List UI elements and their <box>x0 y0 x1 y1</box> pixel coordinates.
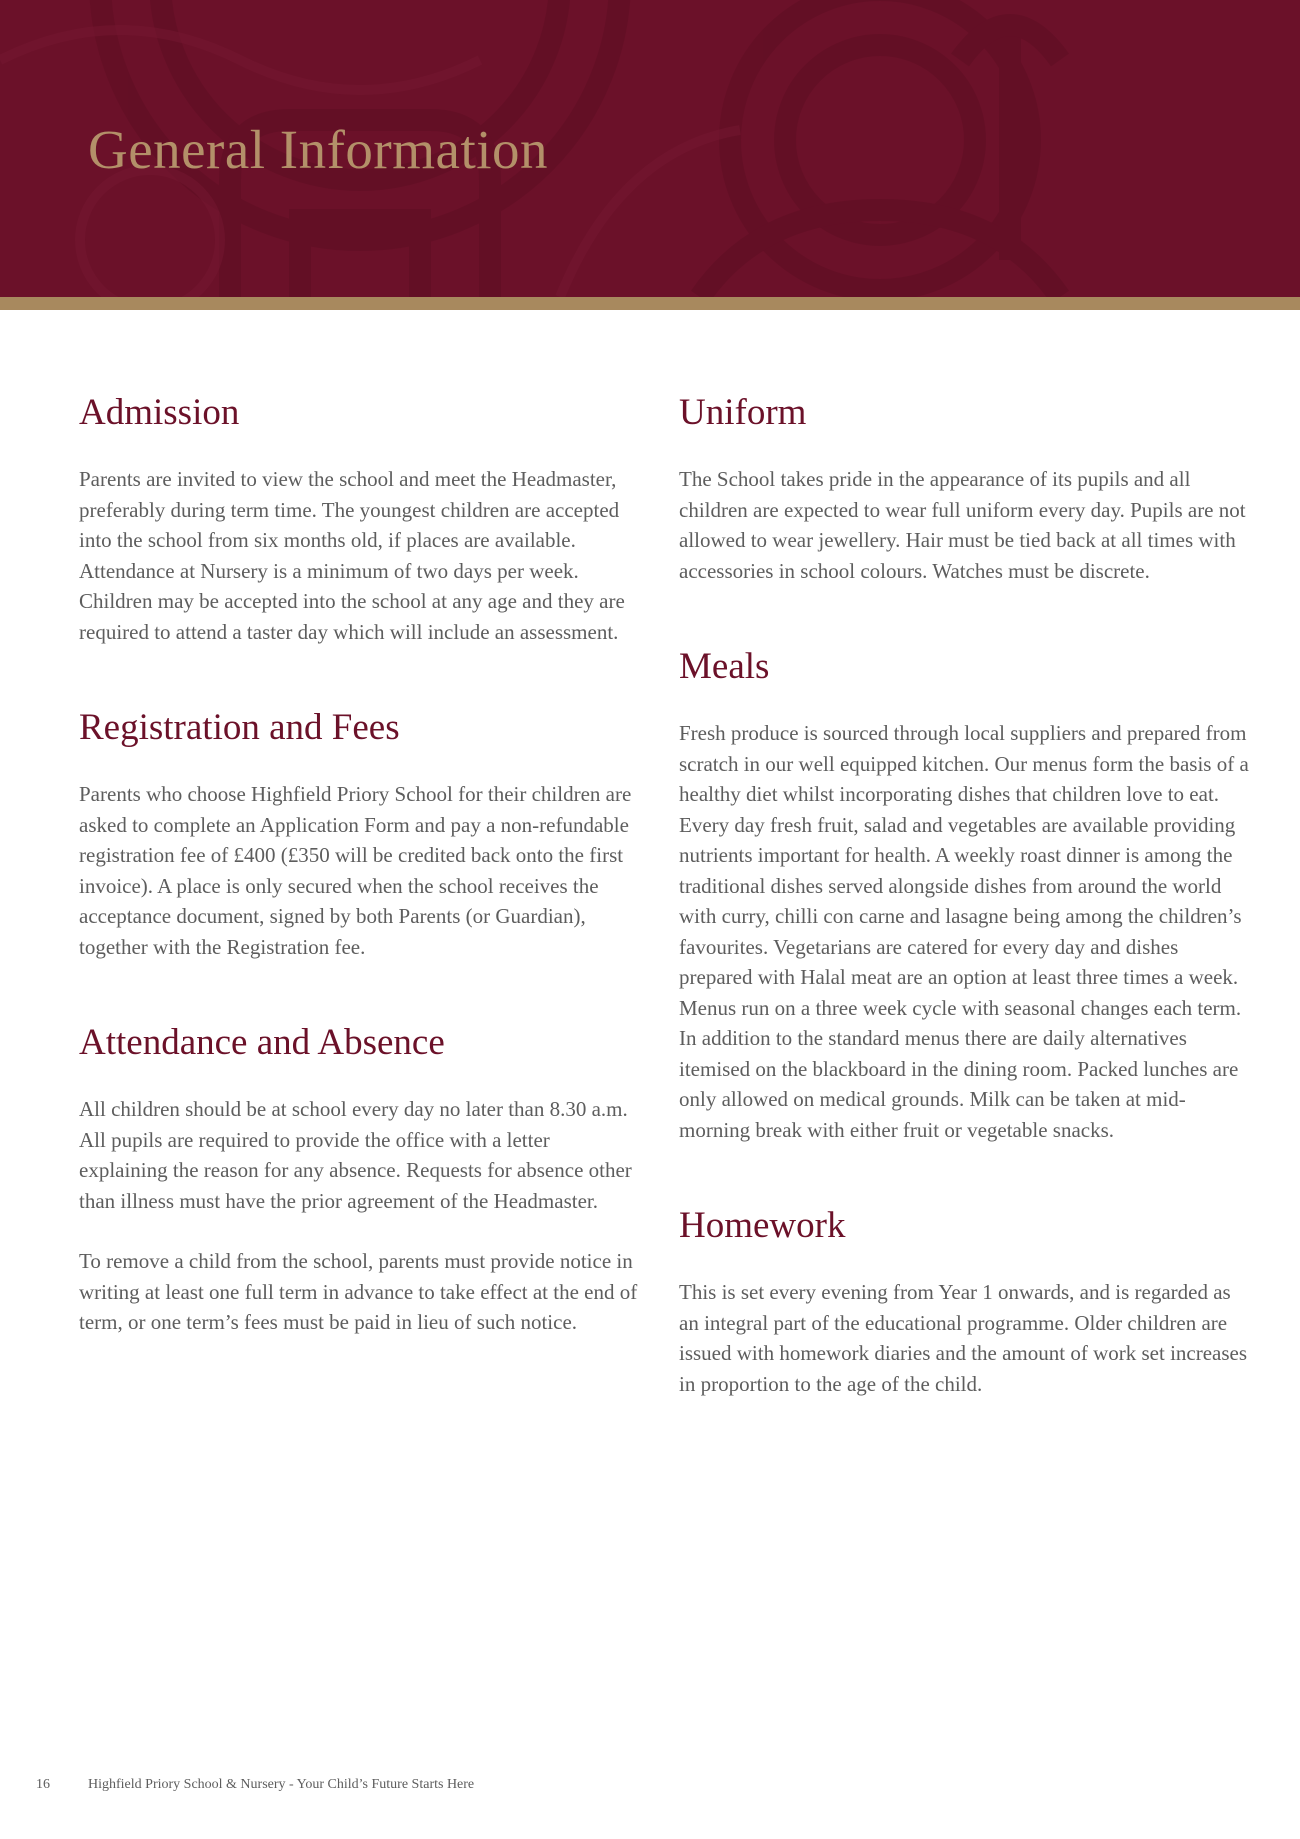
section-registration <box>79 703 641 962</box>
heading-meals: Meals <box>679 646 770 687</box>
body-uniform: The School takes pride in the appearance of its pupils and all children are expected to wear full uniform every day. Pupils are not allowed to wear jewellery. Hair must be tied back at all times with accessories in school colours. Watches must be discrete. <box>679 467 1246 583</box>
body-homework: This is set every evening from Year 1 onwards, and is regarded as an integral part of the educational programme. Older children are issued with homework diaries and the amount of work set increases in proportion to the age of the child. <box>679 1280 1248 1396</box>
heading-registration: Registration and Fees <box>79 707 400 748</box>
header-banner <box>0 0 1300 297</box>
section-meals <box>679 642 1249 1145</box>
body-attendance-1: All children should be at school every day no later than 8.30 a.m. All pupils are required to provide the office with a letter explaining the reason for any absence. Requests for absence other than illness must have the prior agreement of the Headmaster. <box>79 1097 632 1213</box>
heading-uniform: Uniform <box>679 392 807 433</box>
body-meals: Fresh produce is sourced through local suppliers and prepared from scratch in our well equipped kitchen. Our menus form the basis of a healthy diet whilst incorporating dishes that children love to eat. Every day fresh fruit, salad and vegetables are available providing nutrients important for health. A weekly roast dinner is among the traditional dishes served alongside dishes from around the world with curry, chilli con carne and lasagne being among the children’s favourites. Vegetarians are catered for every day and dishes prepared with Halal meat are an option at least three times a week. Menus run on a three week cycle with seasonal changes each term. In addition to the standard menus there are daily alternatives itemised on the blackboard in the dining room. Packed lunches are only allowed on medical grounds. Milk can be taken at mid-morning break with either fruit or vegetable snacks. <box>679 721 1249 1142</box>
heading-homework: Homework <box>679 1205 846 1246</box>
body-admission: Parents are invited to view the school and meet the Headmaster, preferably during term time. The youngest children are accepted into the school from six months old, if places are available. Attendance at Nursery is a minimum of two days per week. Children may be accepted into the school at any age and they are required to attend a taster day which will include an assessment. <box>79 467 625 644</box>
body-attendance-2: To remove a child from the school, parents must provide notice in writing at least one full term in advance to take effect at the end of term, or one term’s fees must be paid in lieu of such notice. <box>79 1249 638 1334</box>
footer-tagline: Highfield Priory School & Nursery - Your Child’s Future Starts Here <box>88 1777 475 1792</box>
section-attendance <box>79 1018 641 1338</box>
left-column <box>79 388 641 1338</box>
section-admission <box>79 388 641 647</box>
page-number: 16 <box>36 1777 50 1792</box>
heading-attendance: Attendance and Absence <box>79 1022 445 1063</box>
section-uniform <box>679 388 1249 586</box>
body-registration: Parents who choose Highfield Priory School for their children are asked to complete an Application Form and pay a non-refundable registration fee of £400 (£350 will be credited back onto the first invoice). A place is only secured when the school receives the acceptance document, signed by both Parents (or Guardian), together with the Registration fee. <box>79 782 632 959</box>
page-footer <box>36 1777 474 1793</box>
banner-gold-rule <box>0 297 1300 310</box>
right-column <box>679 388 1249 1399</box>
section-homework <box>679 1201 1249 1399</box>
page-title: General Information <box>88 119 549 180</box>
heading-admission: Admission <box>79 392 240 433</box>
